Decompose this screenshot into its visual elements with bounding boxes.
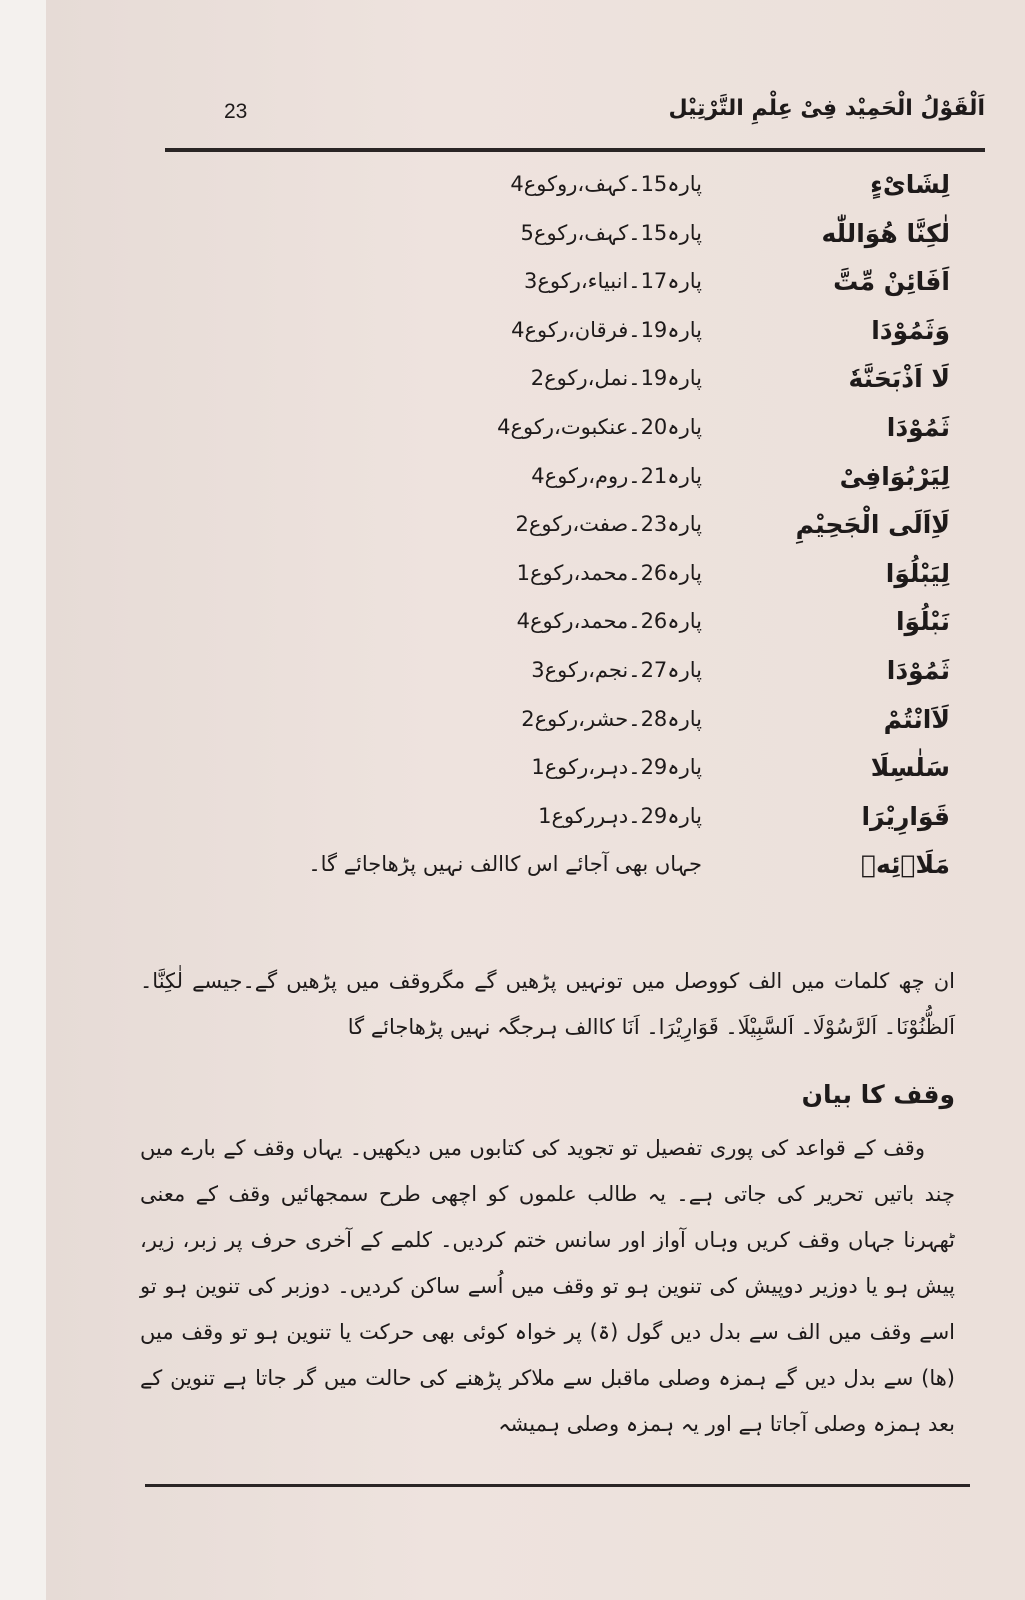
quranic-word: قَوَارِیْرَا <box>861 801 950 831</box>
list-item <box>165 462 960 502</box>
quranic-word: ثَمُوْدَا <box>886 656 950 685</box>
para-ruku-reference: پارہ27۔نجم،رکوع3 <box>531 658 702 682</box>
header-divider <box>165 148 985 152</box>
book-title: اَلْقَوْلُ الْحَمِیْد فِیْ عِلْمِ التَّرْتِیْل <box>668 96 985 121</box>
para-ruku-reference: جہاں بھی آجائے اس کاالف نہیں پڑھاجائے گا۔ <box>308 852 702 877</box>
quranic-word: لَاِاَلَی الْجَحِیْمِ <box>795 510 950 540</box>
quranic-word: لَاَانْتُمْ <box>883 704 950 734</box>
list-item <box>165 170 960 210</box>
quranic-word: لَا اَذْبَحَنَّهٗ <box>848 364 950 394</box>
list-item <box>165 413 960 453</box>
quranic-word: لِیَرْبُوَافِیْ <box>839 461 950 491</box>
list-item <box>165 607 960 647</box>
quranic-word: اَفَائِنْ مِّتَّ <box>833 267 950 297</box>
list-item <box>165 802 960 842</box>
para-ruku-reference: پارہ21۔روم،رکوع4 <box>531 463 702 488</box>
para-ruku-reference: پارہ29۔دہر،رکوع1 <box>531 755 702 780</box>
quranic-word: ثَمُوْدَا <box>886 413 950 442</box>
para-ruku-reference: پارہ26۔محمد،رکوع4 <box>516 609 702 634</box>
note-paragraph: ان چھ کلمات میں الف کووصل میں تونہیں پڑھیں گے مگروقف میں پڑھیں گے۔جیسے لٰکِنَّا۔ اَلظُّنُوْنَا۔ اَلرَّسُوْلَا۔ اَلسَّبِیْلَا۔ قَوَارِیْرَا۔ اَنَا کاالف ہرجگہ نہیں پڑھاجائے گا <box>140 969 955 1039</box>
para-ruku-reference: پارہ17۔انبیاء،رکوع3 <box>523 269 702 294</box>
para-ruku-reference: پارہ19۔فرقان،رکوع4 <box>511 317 702 342</box>
quranic-word: سَلٰسِلَا <box>870 753 950 783</box>
para-ruku-reference: پارہ19۔نمل،رکوع2 <box>530 366 702 391</box>
page-number: 23 <box>224 100 248 123</box>
para-ruku-reference: پارہ29۔دہررکوع1 <box>538 803 702 828</box>
list-item <box>165 705 960 745</box>
section-heading: وقف کا بیان <box>801 1080 955 1109</box>
list-item <box>165 656 960 696</box>
list-item <box>165 219 960 259</box>
quranic-word: نَبْلُوَا <box>895 607 950 637</box>
quranic-word: لِیَبْلُوَا <box>885 558 950 588</box>
body-paragraph: وقف کے قواعد کی پوری تفصیل تو تجوید کی کتابوں میں دیکھیں۔ یہاں وقف کے بارے میں چند باتیں تحریر کی جاتی ہے۔ یہ طالب علموں کو اچھی طرح سمجھائیں وقف کے معنی ٹھہرنا جہاں وقف کریں وہاں آواز اور سانس ختم کردیں۔ کلمے کے آخری حرف پر زبر، زیر، پیش ہو یا دوزیر دوپیش کی تنوین ہو تو وقف میں اُسے ساکن کردیں۔ دوزبر کی تنوین ہو تو اسے وقف میں الف سے بدل دیں گول (ۃ) پر خواہ کوئی بھی حرکت یا تنوین ہو تو وقف میں (ھا) سے بدل دیں گے ہمزہ وصلی ماقبل سے ملاکر پڑھنے کی حالت میں گر جاتا ہے تنوین کے بعد ہمزہ وصلی آجاتا ہے اور یہ ہمزہ وصلی ہمیشہ <box>140 1136 955 1436</box>
quranic-word: لٰکِنَّا هُوَاللّٰه <box>821 218 950 248</box>
quranic-word: مَلَا۟ئِهٖ <box>860 850 950 880</box>
list-item <box>165 316 960 356</box>
para-ruku-reference: پارہ15۔کہف،رکوع5 <box>520 220 702 245</box>
quranic-word: لِشَایْءٍ <box>870 170 950 199</box>
para-ruku-reference: پارہ15۔کہف،روکوع4 <box>510 172 702 196</box>
para-ruku-reference: پارہ26۔محمد،رکوع1 <box>516 560 702 585</box>
list-item <box>165 364 960 404</box>
quranic-word: وَثَمُوْدَا <box>871 315 950 345</box>
list-item <box>165 510 960 550</box>
list-item <box>165 753 960 793</box>
list-item <box>165 559 960 599</box>
para-ruku-reference: پارہ28۔حشر،رکوع2 <box>521 706 702 731</box>
para-ruku-reference: پارہ20۔عنکبوت،رکوع4 <box>497 415 702 439</box>
list-item <box>165 850 960 890</box>
list-item <box>165 267 960 307</box>
footer-divider <box>145 1484 970 1487</box>
para-ruku-reference: پارہ23۔صفت،رکوع2 <box>515 512 702 537</box>
